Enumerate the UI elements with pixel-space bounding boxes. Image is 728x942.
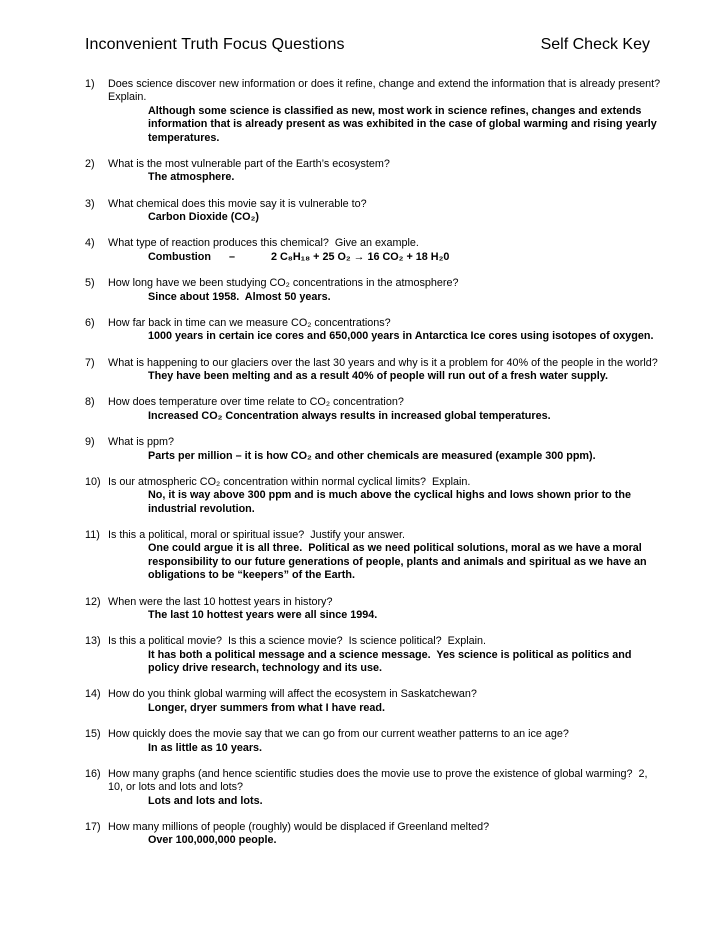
answer-text: Parts per million – it is how CO₂ and other chemicals are measured (example 300 ppm). <box>148 449 596 462</box>
question-text: What is ppm? <box>108 436 175 449</box>
question-text: When were the last 10 hottest years in history? <box>108 595 333 608</box>
qa-item <box>85 529 664 583</box>
question-number: 11) <box>85 529 100 541</box>
qa-body <box>108 635 664 675</box>
qa-item <box>85 821 664 848</box>
answer-text: No, it is way above 300 ppm and is much above the cyclical highs and lows shown prior to the industrial revolution. <box>148 489 634 515</box>
answer-text: Carbon Dioxide (CO₂) <box>148 211 259 223</box>
question-number: 16) <box>85 767 101 780</box>
qa-body <box>108 821 664 848</box>
question-text: Is this a political movie? Is this a science movie? Is science political? Explain. <box>108 635 487 648</box>
qa-body <box>108 357 664 384</box>
question-number: 12) <box>85 595 101 608</box>
answer-text: The last 10 hottest years were all since 1994. <box>148 608 378 621</box>
qa-item <box>85 357 664 384</box>
question-number: 13) <box>85 635 101 648</box>
qa-body <box>108 277 664 304</box>
qa-item <box>85 476 664 516</box>
question-text: Is this a political, moral or spiritual issue? Justify your answer. <box>108 529 406 541</box>
qa-body <box>108 158 664 185</box>
qa-item <box>85 688 664 715</box>
question-number: 17) <box>85 821 101 833</box>
question-text: How far back in time can we measure CO₂ concentrations? <box>108 316 391 329</box>
question-number: 7) <box>85 356 95 369</box>
qa-item <box>85 635 664 675</box>
question-text: How does temperature over time relate to CO₂ concentration? <box>108 396 404 409</box>
question-number: 6) <box>85 316 95 329</box>
answer-text: Longer, dryer summers from what I have read. <box>148 701 386 714</box>
answer-text: 1000 years in certain ice cores and 650,000 years in Antarctica Ice cores using isotopes of oxygen. <box>148 330 654 343</box>
qa-body <box>108 237 664 264</box>
qa-item <box>85 317 664 344</box>
question-text: How quickly does the movie say that we can go from our current weather patterns to an ice age? <box>108 728 569 741</box>
question-number: 4) <box>85 237 95 250</box>
qa-item <box>85 596 664 623</box>
answer-text: Although some science is classified as new, most work in science refines, changes and extends information that is already present as was exhibited in the case of global warming and rising yearly temperatures. <box>148 104 660 144</box>
question-text: How many millions of people (roughly) would be displaced if Greenland melted? <box>108 821 490 833</box>
answer-text: Combustion – 2 C₈H₁₈ + 25 O₂ → 16 CO₂ + 18 H₂0 <box>148 250 450 263</box>
qa-body <box>108 436 664 463</box>
qa-body <box>108 596 664 623</box>
question-number: 5) <box>85 277 95 290</box>
question-text: Does science discover new information or does it refine, change and extend the information that is already present? Explain. <box>108 78 667 104</box>
answer-text: Over 100,000,000 people. <box>148 834 277 847</box>
question-text: How long have we been studying CO₂ concentrations in the atmosphere? <box>108 277 459 290</box>
qa-item <box>85 198 664 225</box>
qa-body <box>108 728 664 755</box>
question-text: Is our atmospheric CO₂ concentration within normal cyclical limits? Explain. <box>108 475 471 488</box>
question-number: 9) <box>85 436 95 449</box>
qa-item <box>85 237 664 264</box>
qa-body <box>108 476 664 516</box>
question-text: What is happening to our glaciers over the last 30 years and why is it a problem for 40% of the people in the world? <box>108 356 658 369</box>
answer-text: Increased CO₂ Concentration always results in increased global temperatures. <box>148 409 551 422</box>
qa-item <box>85 436 664 463</box>
qa-body <box>108 317 664 344</box>
question-number: 14) <box>85 688 101 701</box>
answer-text: Lots and lots and lots. <box>148 794 263 807</box>
answer-text: They have been melting and as a result 40% of people will run out of a fresh water supply. <box>148 370 608 382</box>
qa-item <box>85 396 664 423</box>
qa-item <box>85 728 664 755</box>
question-text: What type of reaction produces this chemical? Give an example. <box>108 237 419 250</box>
qa-body <box>108 688 664 715</box>
qa-item <box>85 158 664 185</box>
question-number: 8) <box>85 396 95 409</box>
answer-text: One could argue it is all three. Political as we need political solutions, moral as we have a moral responsibility to our future generations of people, plants and animals and spiritual as we have an obligations to be “keepers” of the Earth. <box>148 542 650 582</box>
qa-item <box>85 768 664 808</box>
self-check-key-label: Self Check Key <box>540 36 650 53</box>
question-text: How many graphs (and hence scientific studies does the movie use to prove the existence of global warming? 2, 10, or lots and lots and lots? <box>108 767 651 794</box>
answer-text: The atmosphere. <box>148 171 235 184</box>
question-number: 3) <box>85 197 95 210</box>
qa-body <box>108 198 664 225</box>
answer-text: In as little as 10 years. <box>148 741 263 754</box>
qa-item <box>85 277 664 304</box>
answer-text: Since about 1958. Almost 50 years. <box>148 290 331 303</box>
question-text: How do you think global warming will affect the ecosystem in Saskatchewan? <box>108 688 477 701</box>
qa-body <box>108 396 664 423</box>
qa-body <box>108 529 664 583</box>
answer-text: It has both a political message and a science message. Yes science is political as politics and policy drive research, technology and its use. <box>148 648 635 674</box>
question-number: 2) <box>85 157 95 170</box>
qa-body <box>108 768 664 808</box>
qa-item <box>85 78 667 145</box>
question-number: 15) <box>85 728 101 741</box>
document-title: Inconvenient Truth Focus Questions <box>85 36 345 53</box>
question-number: 10) <box>85 475 101 488</box>
questions-list <box>85 78 667 848</box>
question-text: What is the most vulnerable part of the Earth’s ecosystem? <box>108 157 390 170</box>
qa-body <box>108 78 667 145</box>
question-text: What chemical does this movie say it is vulnerable to? <box>108 197 367 210</box>
question-number: 1) <box>85 78 95 90</box>
document-header <box>85 36 664 54</box>
